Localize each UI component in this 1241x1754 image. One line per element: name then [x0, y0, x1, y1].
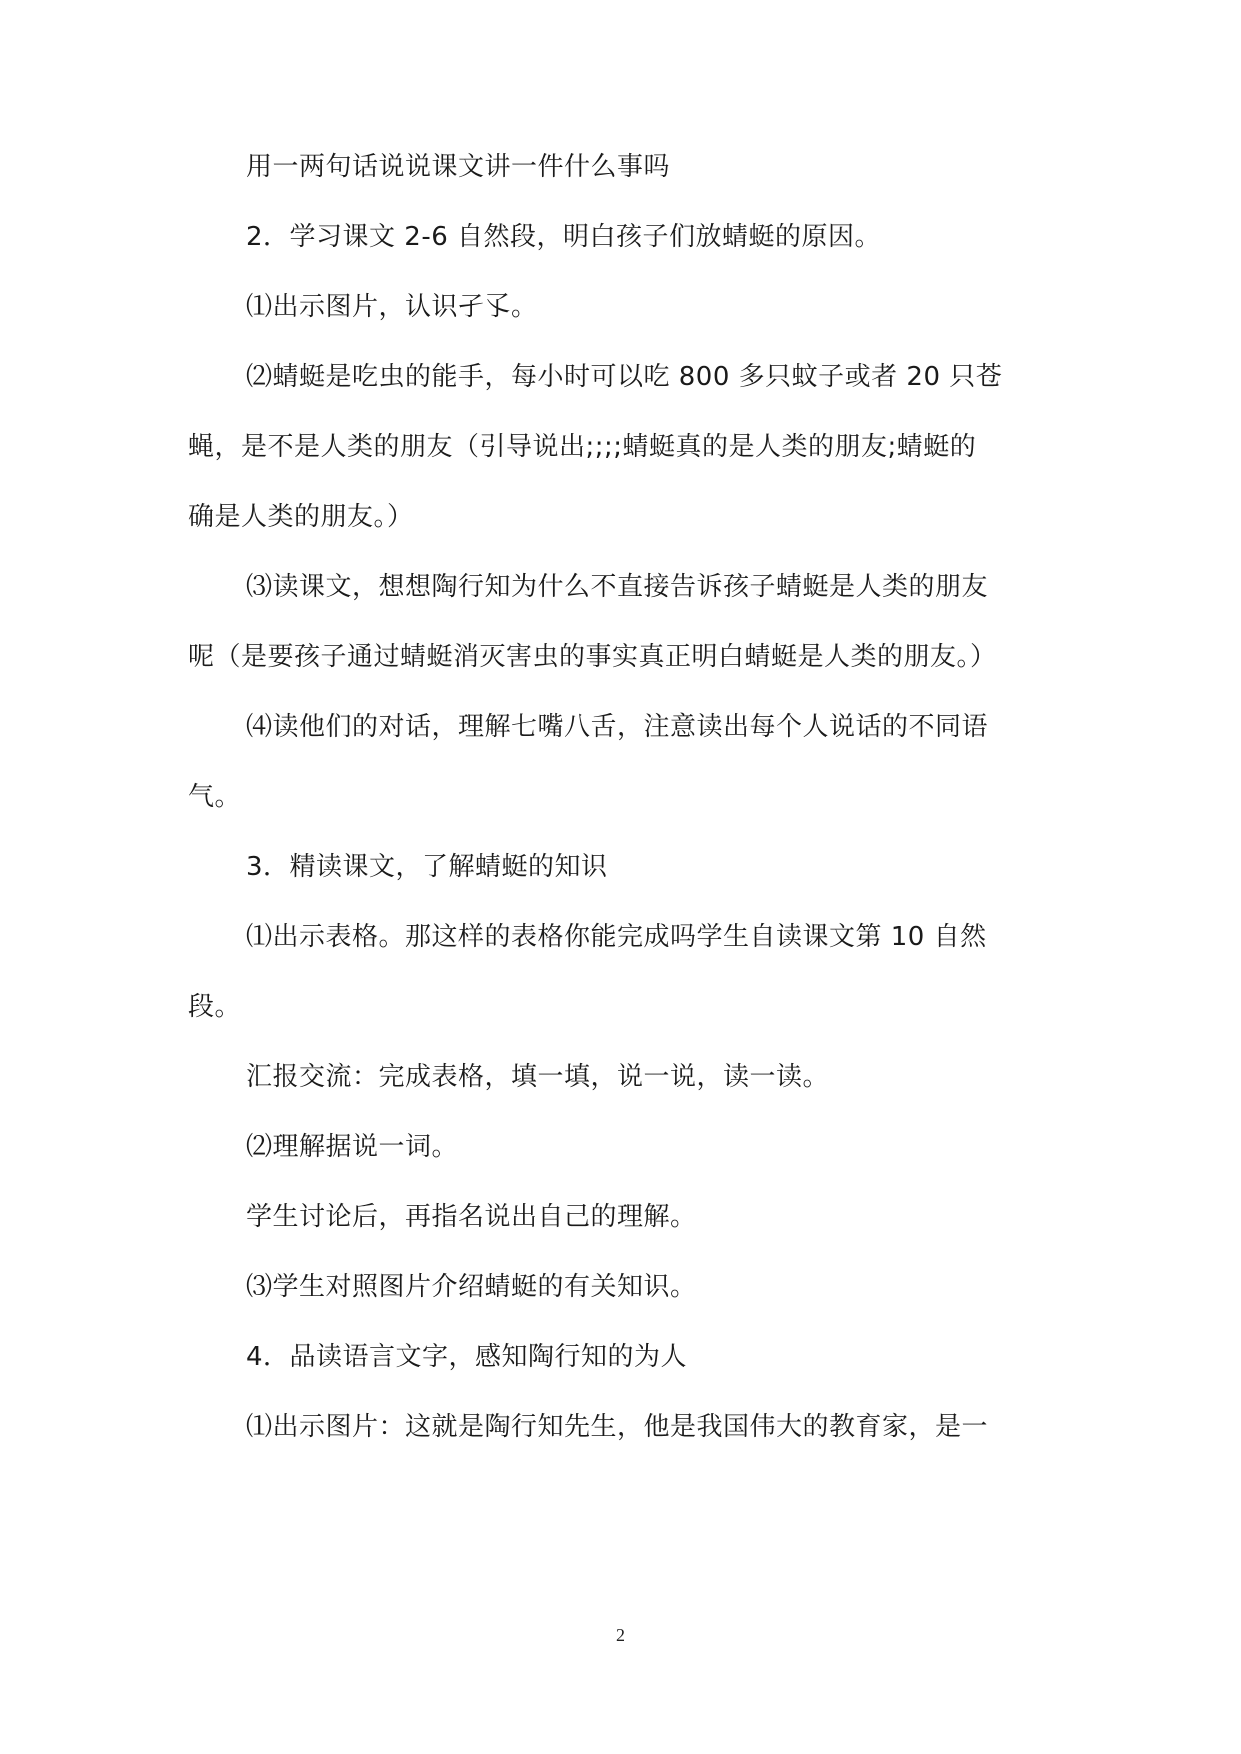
text-line: 段。 [188, 992, 242, 1022]
text-line: 用一两句话说说课文讲一件什么事吗 [246, 152, 671, 182]
text-line: 汇报交流：完成表格，填一填，说一说，读一读。 [246, 1062, 830, 1092]
text-line: ⑵理解据说一词。 [246, 1132, 459, 1162]
text-line: 学生讨论后，再指名说出自己的理解。 [246, 1202, 697, 1232]
text-line: 蝇，是不是人类的朋友（引导说出;;;;蜻蜓真的是人类的朋友;蜻蜓的 [188, 432, 977, 462]
text-line: ⑵蜻蜓是吃虫的能手，每小时可以吃 800 多只蚊子或者 20 只苍 [246, 362, 1003, 392]
text-line: 3．精读课文，了解蜻蜓的知识 [246, 852, 608, 882]
text-line: ⑴出示图片，认识孑孓。 [246, 292, 538, 322]
text-line: ⑶读课文，想想陶行知为什么不直接告诉孩子蜻蜓是人类的朋友 [246, 572, 989, 602]
text-line: ⑷读他们的对话，理解七嘴八舌，注意读出每个人说话的不同语 [246, 712, 989, 742]
text-line: ⑴出示表格。那这样的表格你能完成吗学生自读课文第 10 自然 [246, 922, 987, 952]
text-line: 2．学习课文 2-6 自然段，明白孩子们放蜻蜓的原因。 [246, 222, 882, 252]
text-line: ⑶学生对照图片介绍蜻蜓的有关知识。 [246, 1272, 697, 1302]
body-text [188, 148, 1058, 1446]
text-line: ⑴出示图片：这就是陶行知先生，他是我国伟大的教育家，是一 [246, 1412, 989, 1442]
text-line: 确是人类的朋友。） [188, 502, 414, 532]
text-line: 气。 [188, 782, 242, 812]
text-line: 4．品读语言文字，感知陶行知的为人 [246, 1342, 688, 1372]
page-number: 2 [616, 1625, 625, 1645]
text-line: 呢（是要孩子通过蜻蜓消灭害虫的事实真正明白蜻蜓是人类的朋友。） [188, 642, 997, 672]
